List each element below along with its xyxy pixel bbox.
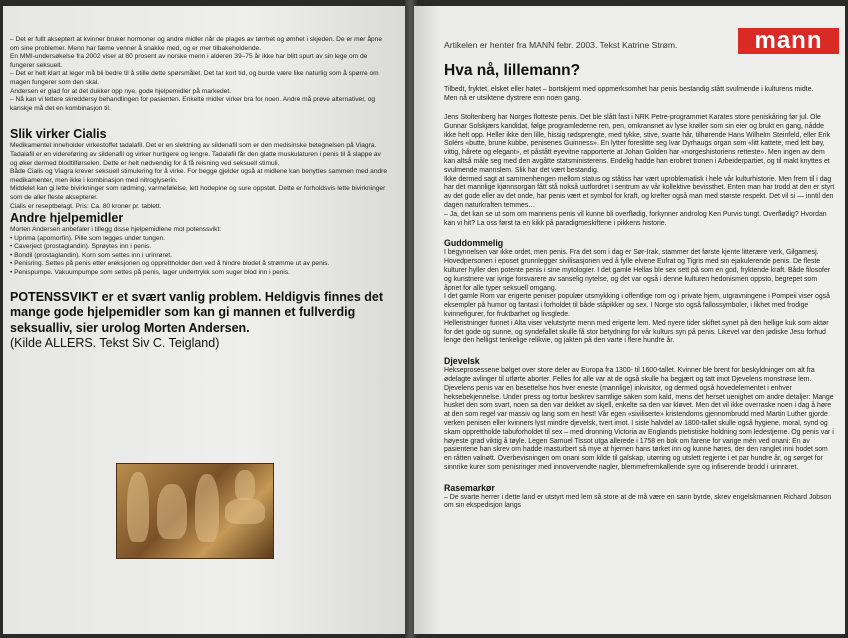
paragraph: Medikamentet inneholder virkestoffet tadalafil. Det er en slektning av sildenafil som er den medisinske betegnelsen på Viagra. Tadalafil er en videreføring av sildenafil og virker hurtigere og lengre. Tadalafil får den glatte muskulaturen i penis til å slappe av og øker dermed blodtilførselen. Dette er helt nødvendig for å få reisning ved seksuell stimuli. <box>10 142 381 167</box>
paragraph: En MMI-undersøkelse fra 2002 viser at 80 prosent av norske menn i alderen 39–75 år ikke har blitt spurt av sin lege om de fungerer seksuelt. <box>10 53 368 69</box>
list-item: • Penispumpe. Vakuumpumpe som settes på penis, lager undertrykk som suger blod inn i penis. <box>10 269 291 277</box>
paragraph: I det gamle Rom var erigerte peniser populær utsmykking i offentlige rom og i private hjem, utgravningene i Pompeii viser også eksempler på humor og fantasi i forholdet til både ståpikker og sex. I Norge sto også fallossymboler, i likhet med frodige kvinnefigurer, for fruktbarhet og livsglede. <box>444 293 830 318</box>
paragraph: – Det er fullt akseptert at kvinner bruker hormoner og andre midler når de plages av tørrhet og ømhet i skjeden. De er mer åpne om sine problemer. Menn har fæme venner å snakke med, og er mer tilbakeholdende. <box>10 36 382 52</box>
paragraph: – Det er helt klart at leger må bli bedre til å stille dette spørsmålet. Det tar kort tid, og burde være like naturlig som å spørre om magen fungerer som den skal. <box>10 70 379 86</box>
paragraph: Jens Stoltenberg har Norges flotteste penis. Det ble slått fast i NRK Petre-programmet Karates store peniskåring før jul. Ole Gunnar Solskjærs kandidat, følge programlederne ren, pen, omkransnet av lyse krøller som sin eier og brukt en gang, nådde ikke helt opp. Heller ikke den lille, hissig rødsprengte, med tykke, stive, svarte hår, tilhørende Hans Wilhelm Steinfeld, eller Erik Solérs «butte, brune kubbe, penisenes Guinness». En lytter foreslitte seg Ivar Dyrhaugs organ som «litt kattete, med lett bøy, vittig, hårete og elegant», et påstått eyevitne rapporterte at Johan Golden har «norgeshistoriens retteste». Men ingen av dem kan altså måle seg med den avgåtte statsministerens. Endelig hadde han erobret tronen i Arbeiderpartiet, og til makt knyttes et svulmende mannslem. Slik har det vært bestandig. <box>444 114 831 174</box>
list-item: • Uprima (apomorfin). Pille som legges under tungen. <box>10 234 166 242</box>
paragraph: Cialis er reseptbelagt. Pris: Ca. 80 kroner pr. tablett. <box>10 202 162 210</box>
paragraph: – De svarte herrer i dette land er utstyrt med lem så store at de må være en sann byrde, skrev engelskmannen Richard Jobson om sin ekspedisjon langs <box>444 493 832 510</box>
right-column <box>444 114 836 511</box>
paragraph: – Ja, det kan se ut som om mannens penis vil kunne bli overflødig, forkynner androlog Ken Purvis tungt. Overflødig? Hvordan kan vi hit? La oss først ta en kikk på paradigmeskiftene i pikkens historie. <box>444 210 827 227</box>
pull-quote: POTENSSVIKT er et svært vanlig problem. Heldigvis finnes det mange gode hjelpemidler som kan gi mannen et fullverdig seksualliv, sier urolog Morten Andersen. <box>10 289 384 335</box>
paragraph: Helleristninger funnet i Alta viser velutstyrte menn med erigerte lem. Med nyere tider skiftet synet på den hellige kuk som aktør for det gode og sunne, og syndefallet skulle få stor betydning for vår kulturs syn på penis. Likevel var den jødiske Jesu forhud lenge den helligst tenkelige relikvie, og jakten på den varte i flere hundre år. <box>444 319 829 345</box>
paragraph: Morten Andersen anbefaler i tillegg disse hjelpemidlene mot potenssvikt: <box>10 226 222 234</box>
article-credit: Artikelen er henter fra MANN febr. 2003. Tekst Katrine Strøm. <box>444 40 678 50</box>
relief-image <box>116 463 274 559</box>
heading-guddommelig: Guddommelig <box>444 238 504 249</box>
paragraph: Andersen er glad for at det dukker opp nye, gode hjelpemidler på markedet. <box>10 87 232 95</box>
paragraph: – Nå kan vi lettere skreddersy behandlingen for pasienten. Enkelte midler virker bra for noen. Andre må prøve alternativer, og kanskje må det en kombinasjon til. <box>10 96 376 112</box>
right-page <box>414 6 845 634</box>
paragraph: Hekseprosessene bølget over store deler av Europa fra 1300- til 1600-tallet. Kvinner ble brent for beskyldninger om alt fra ødelagte avlinger til utførte aborter. Felles for alle var at de også skulle ha begjært og tatt imot Djevelens monstrøse lem. <box>444 367 815 383</box>
left-column <box>10 36 388 352</box>
paragraph: I begynnelsen var ikke ordet, men penis. Fra det som i dag er Sør-Irak, stammer det første kjente litterære verk, Gilgamesj. Hovedpersonen i eposet grunnlegger sivilisasjonen ved å fylle elvene Eufrat og Tigris med sin ejakulerende penis. De fleste kulturer hyller den potente penis i sine mytologier. I det gamle Hellas ble sex sett på som en god, fryktende kraft. Både filosofer og kunstnere var ivrige forsvarere av sanselig nytelse, og det var også i denne kulturen hedonismen oppsto, begrepet som åpnet for alle typer seksuell omgang. <box>444 249 831 292</box>
quote-source: (Kilde ALLERS. Tekst Siv C. Teigland) <box>10 336 220 351</box>
aids-list <box>10 235 388 278</box>
paragraph: Djevelens penis var en besettelse hos hver eneste (mannlige) inkvisitor, og dermed også hovedelementet i enhver heksebekjennelse. Under press og tortur beskrev samtlige saken som kald, mens det herset uenighet om andre detaljer: Mange husket den som svart, noen sa den var dekket av skjell, enkelte sa den var kløvet. Men det vil ikke overraske noen i dag å høre at den som regel var massiv og lang som en hest! Vår egen «siviliserte» kristendoms gjennombrudd med Martin Luther gjorde verken penisen eller kvinners lyst mindre djevelsk, tvert imot. I siste halvdel av 1800-tallet skulle også hygiene, moral, synd og skam opprettholde tabuforholdet til sex – med dronning Victoria av Englands pietistiske holdning som ledestjerne. Og penis var i høyeste grad viktig å tøyle. Legen Samuel Tissot utga allerede i 1758 en bok om farene for varige mén ved onani: En av pasientene han skrev om hadde masturbert så mye at hjernen hans tørket inn og kunne høres, der den ranglet inni hodet som en råtten valnøtt. Overbevisningen om onani som kilde til galskap, utørring og utslett regjerte i et par hundre år, og sørget for sinnrike kurer som penisringer med innovervendte nagler, blemmefremkallende syre og infiserende brodd i urinrøret. <box>444 384 834 471</box>
list-item: • Bondil (prostaglandin). Korn som settes inn i urinrøret. <box>10 251 173 259</box>
mann-logo: mann <box>738 28 839 54</box>
paragraph: Middelet kan gi lette bivirkninger som rødming, varmefølelse, lett hodepine og sure oppstøt. Dette er forholdsvis lette bivirkninger som de aller fleste aksepterer. <box>10 185 386 201</box>
heading-aids: Andre hjelpemidler <box>10 211 124 226</box>
list-item: • Caverject (prostaglandin). Sprøytes inn i penis. <box>10 243 152 251</box>
heading-rasemarkor: Rasemarkør <box>444 482 495 493</box>
list-item: • Penisring. Settes på penis etter ereksjonen og opprettholder den ved å hindre blodet å strømme ut av penis. <box>10 260 330 268</box>
heading-djevelsk: Djevelsk <box>444 356 480 367</box>
article-intro: Tilbedt, fryktet, elsket eller hatet – bortskjemt med oppmerksomhet har penis bestandig stått svulmende i kulturens midte. Men nå er utsiktene dystrere enn noen gang. <box>444 86 814 102</box>
heading-cialis: Slik virker Cialis <box>10 127 107 142</box>
article-title: Hva nå, lillemann? <box>444 62 581 79</box>
left-page <box>3 6 408 634</box>
paragraph: Ikke dermed sagt at sammenhengen mellom status og ståtiss har vært uproblematisk i hele vår kulturhistorie. Men frem til i dag har det mannlige kjønnsorgan fått stå nokså uutfordret i sentrum av vår kollektive bevissthet. Enten man har trodd at den er styrt av det gode eller av det onde, har penis vært et symbol for kraft, og krefter også man med største respekt. Det vil si — inntil den dagen naturkraften temmes… <box>444 175 835 209</box>
paragraph: Både Cialis og Viagra krever seksuell stimulering for å virke. For begge gjelder også at midlene kan benyttes sammen med andre medikamenter, men ikke i kombinasjon med nitroglyserin. <box>10 168 388 184</box>
